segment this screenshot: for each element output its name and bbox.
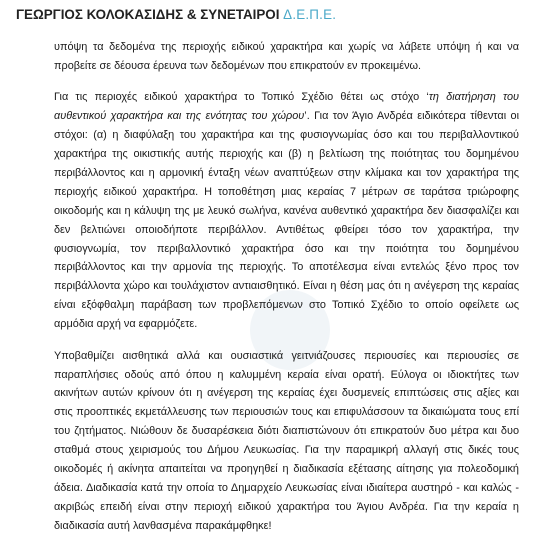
firm-name: ΓΕΩΡΓΙΟΣ ΚΟΛΟΚΑΣΙΔΗΣ & ΣΥΝΕΤΑΙΡΟΙ	[16, 7, 280, 22]
paragraph-2-text-after: ’. Για τον Άγιο Ανδρέα ειδικότερα τίθενται οι στόχοι: (α) η διαφύλαξη του χαρακτήρα και της φυσιογνωμίας όσο και του περιβαλλοντικού χαρακτήρα της οικιστικής αυτής περιοχής και (β) η βελτίωση της ποιότητας του δομημένου περιβάλλοντος και η αρμονική ένταξη νέων αναπτύξεων στην κλίμακα και τον χαρακτήρα της περιοχής ειδικού χαρακτήρα. Η τοποθέτηση μιας κεραίας 7 μέτρων σε ταράτσα τριώροφης οικοδομής και η κάλυψη της με λευκό σωλήνα, κανένα αυθεντικό χαρακτήρα δεν διασφαλίζει και δεν βελτιώνει οποιοδήποτε περιβάλλον. Αντιθέτως φθείρει τόσο τον χαρακτήρα, την φυσιογνωμία, τον περιβαλλοντικό χαρακτήρα όσο και την ποιότητα του δομημένου περιβάλλοντος και την αρμονία της περιοχής. Το αποτέλεσμα είναι εντελώς ξένο προς τον περιβάλλοντα χώρο και τουλάχιστον αντιαισθητικό. Είναι η θέση μας ότι η ανέγερση της κεραίας είναι εξόφθαλμη παράβαση των προβλεπόμενων στο Τοπικό Σχέδιο το οποίο οφείλετε ως αρμόδια αρχή να εφαρμόζετε.	[54, 110, 519, 331]
firm-type: Δ.Ε.Π.Ε.	[283, 7, 337, 22]
letterhead	[16, 6, 540, 24]
paragraph-2-text-before: Για τις περιοχές ειδικού χαρακτήρα το Τοπικό Σχέδιο θέτει ως στόχο ‘	[54, 91, 429, 104]
paragraph-2-quote: τη διατήρηση του αυθεντικού χαρακτήρα και της ενότητας του χώρου	[54, 91, 519, 123]
paragraph-1: υπόψη τα δεδομένα της περιοχής ειδικού χαρακτήρα και χωρίς να λάβετε υπόψη ή και να προβείτε σε δέουσα έρευνα των δεδομένων που επικρατούν εν προκειμένω.	[54, 41, 519, 72]
paragraph-3: Υποβαθμίζει αισθητικά αλλά και ουσιαστικά γειτνιάζουσες περιουσίες και περιουσίες σε παραπλήσιες οδούς από όπου η καλυμμένη κεραία είναι ορατή. Εύλογα οι ιδιοκτήτες των ακινήτων αυτών κρίνουν ότι η ανέγερση της κεραίας έχει δυσμενείς επιπτώσεις στις αξίες και στις προοπτικές εκμετάλλευσης των περιουσιών τους και επιφυλάσσουν τα δικαιώματα τους επί του ζητήματος. Νιώθουν δε δυσαρέσκεια διότι διαπιστώνουν ότι επικρατούν δυο μέτρα και δυο σταθμά στους χειρισμούς του Δήμου Λευκωσίας. Για την παραμικρή αλλαγή στις δικές τους οικοδομές ή ακίνητα απαιτείται να προηγηθεί η διαδικασία εξέτασης αίτησης για πολεοδομική άδεια. Διαδικασία κατά την οποία το Δημαρχείο Λευκωσίας είναι ιδιαίτερα αυστηρό - και καλώς - ακριβώς επειδή είναι στην περιοχή ειδικού χαρακτήρα του Άγιου Ανδρέα. Για την κεραία η διαδικασία αυτή λανθασμένα παρακάμφθηκε!	[54, 349, 519, 532]
letter-body	[54, 38, 519, 548]
paragraph-2	[54, 88, 519, 334]
